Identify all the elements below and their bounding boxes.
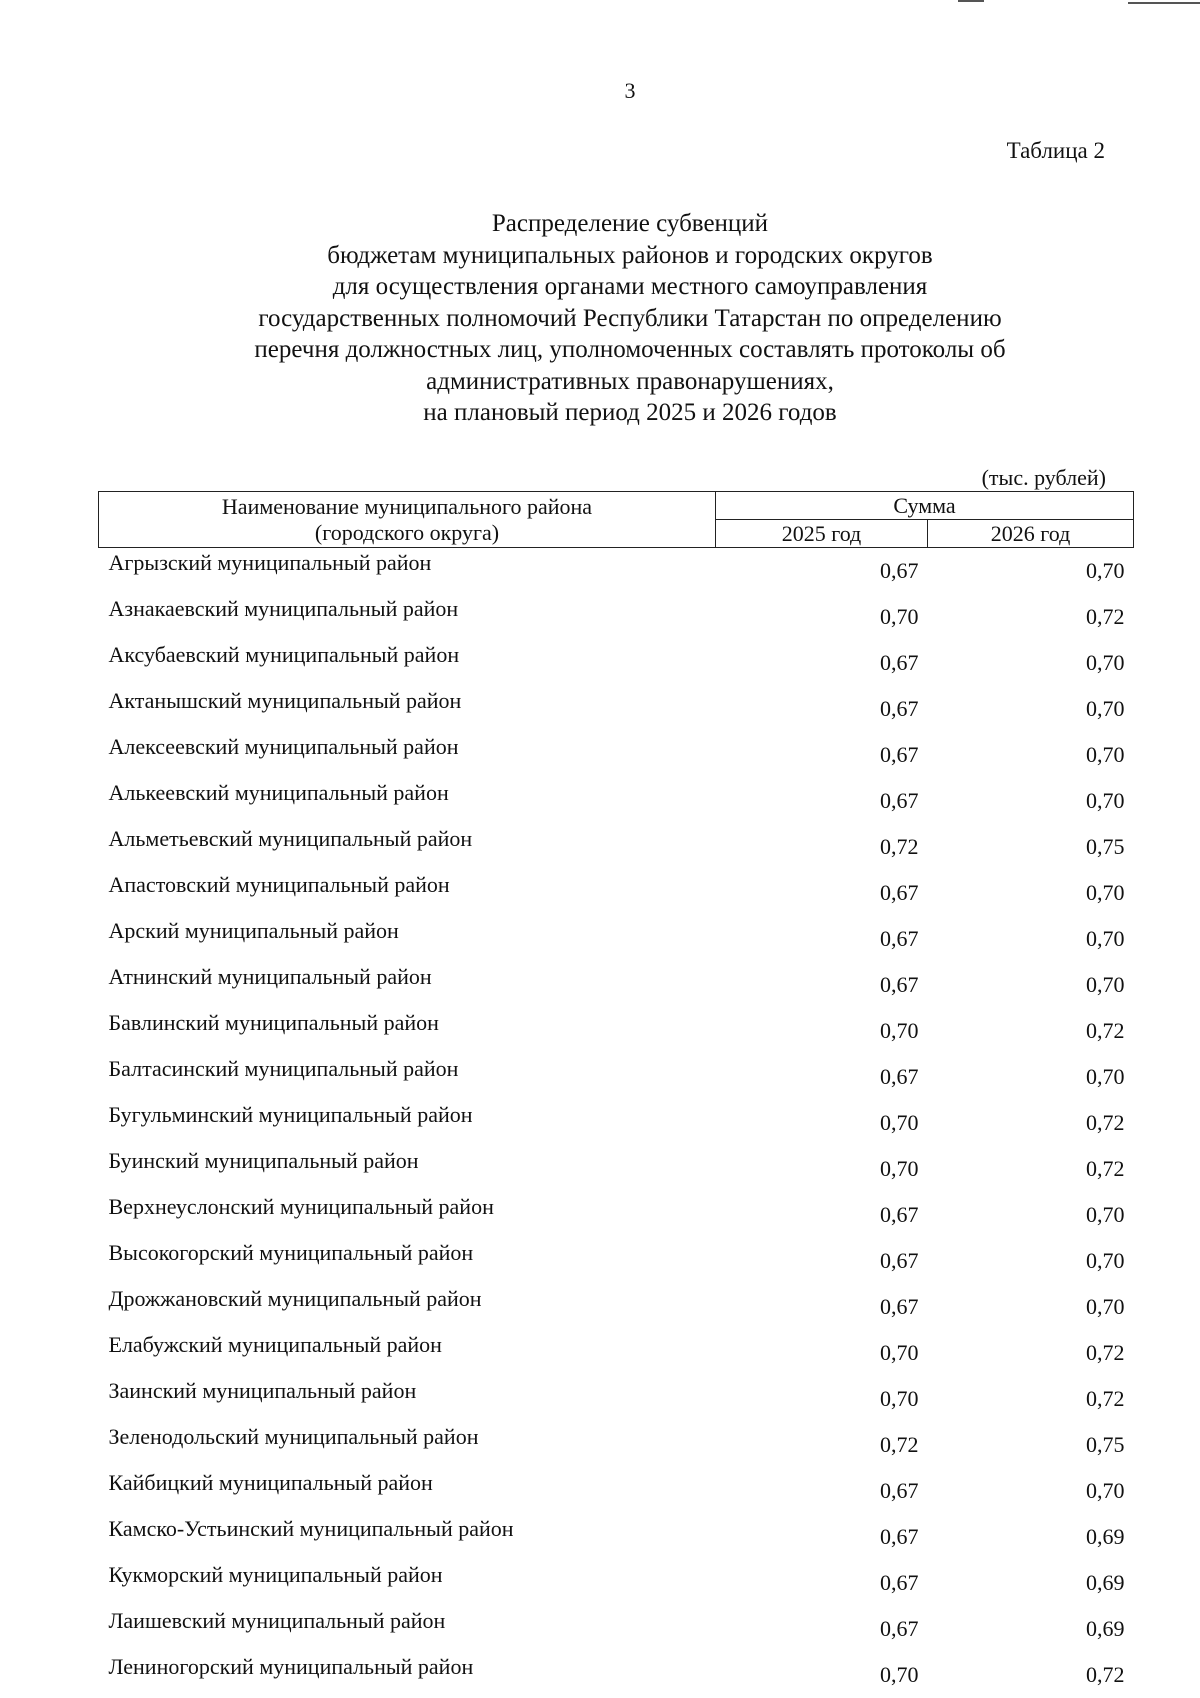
title-line: административных правонарушениях, bbox=[0, 366, 1200, 398]
name-header-line1: Наименование муниципального района bbox=[99, 494, 715, 520]
value-2025-cell: 0,67 bbox=[716, 962, 928, 1008]
district-name-cell: Аксубаевский муниципальный район bbox=[99, 640, 716, 686]
value-2025-cell: 0,70 bbox=[716, 1376, 928, 1422]
value-2026-cell: 0,70 bbox=[928, 870, 1134, 916]
value-2026-cell: 0,70 bbox=[928, 962, 1134, 1008]
table-row bbox=[99, 1652, 1134, 1698]
value-2025-cell: 0,67 bbox=[716, 1468, 928, 1514]
value-2025-cell: 0,67 bbox=[716, 1238, 928, 1284]
value-2026-cell: 0,72 bbox=[928, 1652, 1134, 1698]
value-2026-cell: 0,69 bbox=[928, 1606, 1134, 1652]
district-name-cell: Апастовский муниципальный район bbox=[99, 870, 716, 916]
name-header-line2: (городского округа) bbox=[99, 520, 715, 546]
district-name-cell: Лаишевский муниципальный район bbox=[99, 1606, 716, 1652]
district-name-cell: Камско-Устьинский муниципальный район bbox=[99, 1514, 716, 1560]
value-2025-cell: 0,67 bbox=[716, 1284, 928, 1330]
value-2025-cell: 0,67 bbox=[716, 1560, 928, 1606]
district-name-cell: Алькеевский муниципальный район bbox=[99, 778, 716, 824]
district-name-cell: Заинский муниципальный район bbox=[99, 1376, 716, 1422]
value-2026-cell: 0,69 bbox=[928, 1514, 1134, 1560]
district-name-cell: Атнинский муниципальный район bbox=[99, 962, 716, 1008]
district-name-cell: Зеленодольский муниципальный район bbox=[99, 1422, 716, 1468]
table-header-row bbox=[99, 492, 1134, 520]
value-2026-cell: 0,70 bbox=[928, 1238, 1134, 1284]
district-name-cell: Агрызский муниципальный район bbox=[99, 548, 716, 595]
value-2026-cell: 0,75 bbox=[928, 824, 1134, 870]
table-row bbox=[99, 1284, 1134, 1330]
district-name-cell: Елабужский муниципальный район bbox=[99, 1330, 716, 1376]
district-name-cell: Бугульминский муниципальный район bbox=[99, 1100, 716, 1146]
title-line: государственных полномочий Республики Татарстан по определению bbox=[0, 303, 1200, 335]
value-2025-cell: 0,67 bbox=[716, 1514, 928, 1560]
value-2025-cell: 0,67 bbox=[716, 548, 928, 595]
value-2025-cell: 0,67 bbox=[716, 870, 928, 916]
document-title bbox=[0, 208, 1200, 429]
table-row bbox=[99, 1376, 1134, 1422]
year-2026-header: 2026 год bbox=[928, 520, 1134, 548]
table-row bbox=[99, 1330, 1134, 1376]
district-name-cell: Арский муниципальный район bbox=[99, 916, 716, 962]
value-2025-cell: 0,70 bbox=[716, 594, 928, 640]
value-2026-cell: 0,72 bbox=[928, 1008, 1134, 1054]
table-row bbox=[99, 916, 1134, 962]
table-row bbox=[99, 1008, 1134, 1054]
title-line: на плановый период 2025 и 2026 годов bbox=[0, 397, 1200, 429]
value-2025-cell: 0,70 bbox=[716, 1146, 928, 1192]
district-name-cell: Азнакаевский муниципальный район bbox=[99, 594, 716, 640]
table-row bbox=[99, 640, 1134, 686]
value-2025-cell: 0,67 bbox=[716, 1192, 928, 1238]
value-2026-cell: 0,70 bbox=[928, 1054, 1134, 1100]
table-row bbox=[99, 548, 1134, 595]
value-2025-cell: 0,67 bbox=[716, 1606, 928, 1652]
district-name-cell: Балтасинский муниципальный район bbox=[99, 1054, 716, 1100]
sum-column-header: Сумма bbox=[716, 492, 1134, 520]
units-label: (тыс. рублей) bbox=[982, 465, 1106, 491]
page-number: 3 bbox=[0, 78, 1200, 104]
title-line: бюджетам муниципальных районов и городских округов bbox=[0, 240, 1200, 272]
table-row bbox=[99, 732, 1134, 778]
district-name-cell: Бавлинский муниципальный район bbox=[99, 1008, 716, 1054]
value-2026-cell: 0,70 bbox=[928, 1284, 1134, 1330]
table-row bbox=[99, 870, 1134, 916]
year-2025-header: 2025 год bbox=[716, 520, 928, 548]
value-2026-cell: 0,70 bbox=[928, 1468, 1134, 1514]
value-2026-cell: 0,69 bbox=[928, 1560, 1134, 1606]
table-row bbox=[99, 1238, 1134, 1284]
value-2026-cell: 0,70 bbox=[928, 778, 1134, 824]
table-row bbox=[99, 1146, 1134, 1192]
value-2026-cell: 0,70 bbox=[928, 916, 1134, 962]
table-row bbox=[99, 962, 1134, 1008]
table-row bbox=[99, 1054, 1134, 1100]
district-name-cell: Лениногорский муниципальный район bbox=[99, 1652, 716, 1698]
district-name-cell: Буинский муниципальный район bbox=[99, 1146, 716, 1192]
table-row bbox=[99, 594, 1134, 640]
value-2025-cell: 0,67 bbox=[716, 686, 928, 732]
value-2025-cell: 0,67 bbox=[716, 732, 928, 778]
title-line: перечня должностных лиц, уполномоченных составлять протоколы об bbox=[0, 334, 1200, 366]
name-column-header bbox=[99, 492, 716, 548]
title-line: Распределение субвенций bbox=[0, 208, 1200, 240]
district-name-cell: Актанышский муниципальный район bbox=[99, 686, 716, 732]
value-2026-cell: 0,72 bbox=[928, 1376, 1134, 1422]
table-row bbox=[99, 686, 1134, 732]
value-2025-cell: 0,72 bbox=[716, 1422, 928, 1468]
value-2025-cell: 0,70 bbox=[716, 1100, 928, 1146]
district-name-cell: Верхнеуслонский муниципальный район bbox=[99, 1192, 716, 1238]
value-2025-cell: 0,67 bbox=[716, 916, 928, 962]
table-row bbox=[99, 1100, 1134, 1146]
value-2025-cell: 0,72 bbox=[716, 824, 928, 870]
scan-mark bbox=[958, 0, 984, 2]
value-2026-cell: 0,70 bbox=[928, 640, 1134, 686]
table-body bbox=[99, 548, 1134, 1698]
table-row bbox=[99, 778, 1134, 824]
title-line: для осуществления органами местного самоуправления bbox=[0, 271, 1200, 303]
district-name-cell: Альметьевский муниципальный район bbox=[99, 824, 716, 870]
district-name-cell: Кукморский муниципальный район bbox=[99, 1560, 716, 1606]
district-name-cell: Высокогорский муниципальный район bbox=[99, 1238, 716, 1284]
value-2026-cell: 0,72 bbox=[928, 1100, 1134, 1146]
value-2026-cell: 0,72 bbox=[928, 1146, 1134, 1192]
district-name-cell: Дрожжановский муниципальный район bbox=[99, 1284, 716, 1330]
value-2025-cell: 0,67 bbox=[716, 1054, 928, 1100]
value-2026-cell: 0,75 bbox=[928, 1422, 1134, 1468]
value-2026-cell: 0,72 bbox=[928, 594, 1134, 640]
value-2026-cell: 0,70 bbox=[928, 686, 1134, 732]
table-row bbox=[99, 1422, 1134, 1468]
table-row bbox=[99, 1560, 1134, 1606]
table-row bbox=[99, 1514, 1134, 1560]
value-2025-cell: 0,70 bbox=[716, 1652, 928, 1698]
value-2025-cell: 0,70 bbox=[716, 1008, 928, 1054]
value-2026-cell: 0,70 bbox=[928, 548, 1134, 595]
subvention-table bbox=[98, 491, 1134, 1698]
value-2025-cell: 0,67 bbox=[716, 640, 928, 686]
scan-mark bbox=[1128, 2, 1200, 4]
table-row bbox=[99, 1606, 1134, 1652]
value-2025-cell: 0,67 bbox=[716, 778, 928, 824]
table-row bbox=[99, 1192, 1134, 1238]
value-2026-cell: 0,70 bbox=[928, 1192, 1134, 1238]
table-row bbox=[99, 1468, 1134, 1514]
value-2026-cell: 0,70 bbox=[928, 732, 1134, 778]
district-name-cell: Алексеевский муниципальный район bbox=[99, 732, 716, 778]
district-name-cell: Кайбицкий муниципальный район bbox=[99, 1468, 716, 1514]
table-label: Таблица 2 bbox=[1007, 138, 1105, 164]
value-2025-cell: 0,70 bbox=[716, 1330, 928, 1376]
table-row bbox=[99, 824, 1134, 870]
value-2026-cell: 0,72 bbox=[928, 1330, 1134, 1376]
